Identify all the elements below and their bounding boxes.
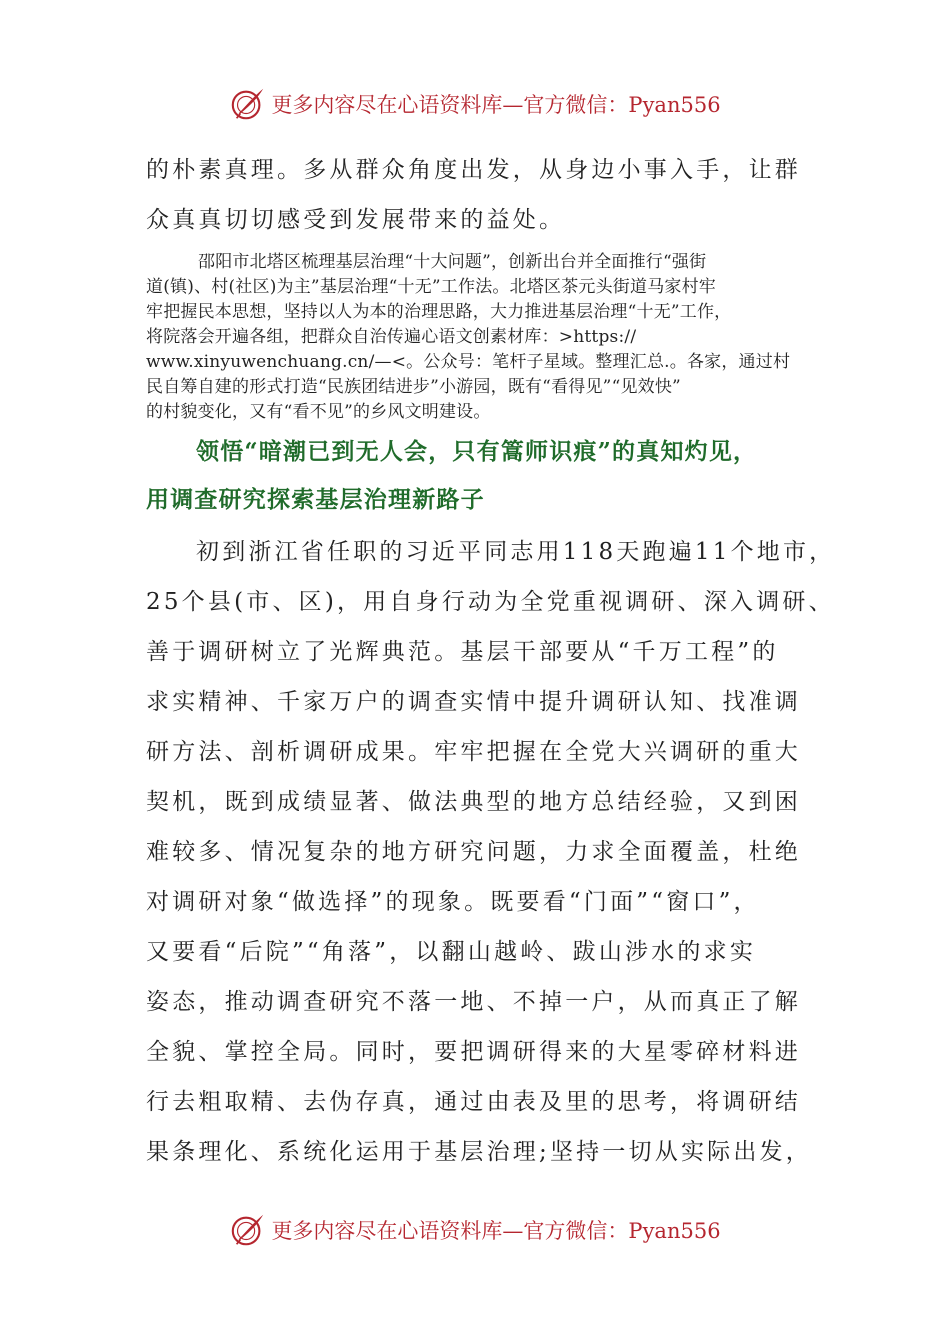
text-line: 对调研对象“做选择”的现象。既要看“门面”“窗口”，: [146, 889, 760, 915]
text-line: 初到浙江省任职的习近平同志用118天跑遍11个地市，: [196, 539, 836, 565]
text-line: www.xinyuwenchuang.cn/—<。公众号：笔杆子星域。整理汇总.。各家，通过村: [146, 352, 791, 372]
main-paragraph: [146, 527, 836, 1177]
text-line: 将院落会开遍各组，把群众自治传遍心语文创素材库：>https://: [146, 327, 637, 347]
heading-line: 领悟“暗潮已到无人会，只有篙师识痕”的真知灼见，: [196, 438, 758, 465]
banner-text: 更多内容尽在心语资料库—官方微信：Pyan556: [271, 1219, 721, 1243]
intro-paragraph: [146, 145, 810, 245]
text-line: 民自筹自建的形式打造“民族团结进步”小游园，既有“看得见”“见效快”: [146, 377, 681, 397]
text-line: 的朴素真理。多从群众角度出发，从身边小事入手，让群: [146, 157, 801, 183]
text-line: 牢把握民本思想，坚持以人为本的治理思路，大力推进基层治理“十无”工作，: [146, 302, 732, 322]
banner-text: 更多内容尽在心语资料库—官方微信：Pyan556: [271, 93, 721, 117]
heading-line: 用调查研究探索基层治理新路子: [146, 486, 485, 513]
text-line: 契机，既到成绩显著、做法典型的地方总结经验，又到困: [146, 789, 801, 815]
text-line: 全貌、掌控全局。同时，要把调研得来的大星零碎材料进: [146, 1039, 801, 1065]
text-line: 行去粗取精、去伪存真，通过由表及里的思考，将调研结: [146, 1089, 801, 1115]
text-line: 又要看“后院”“角落”，以翻山越岭、跋山涉水的求实: [146, 939, 757, 965]
text-line: 难较多、情况复杂的地方研究问题，力求全面覆盖，杜绝: [146, 839, 801, 865]
text-line: 25个县(市、区)，用自身行动为全党重视调研、深入调研、: [146, 589, 835, 615]
section-heading: [146, 428, 816, 524]
text-line: 研方法、剖析调研成果。牢牢把握在全党大兴调研的重大: [146, 739, 801, 765]
header-banner: [0, 84, 950, 124]
text-line: 众真真切切感受到发展带来的益处。: [146, 207, 566, 233]
text-line: 道(镇)、村(社区)为主”基层治理“十无”工作法。北塔区茶元头街道马家村牢: [146, 277, 717, 297]
text-line: 姿态，推动调查研究不落一地、不掉一户，从而真正了解: [146, 989, 801, 1015]
text-line: 的村貌变化，又有“看不见”的乡风文明建设。: [146, 402, 491, 422]
text-line: 善于调研树立了光辉典范。基层干部要从“千万工程”的: [146, 639, 779, 665]
quill-seal-icon: [229, 1211, 267, 1249]
quill-seal-icon: [229, 85, 267, 123]
text-line: 果条理化、系统化运用于基层治理;坚持一切从实际出发，: [146, 1139, 812, 1165]
text-line: 邵阳市北塔区梳理基层治理“十大问题”，创新出台并全面推行“强街: [198, 252, 707, 272]
text-line: 求实精神、千家万户的调查实情中提升调研认知、找准调: [146, 689, 801, 715]
small-paragraph: [146, 250, 810, 425]
footer-banner: [0, 1210, 950, 1250]
